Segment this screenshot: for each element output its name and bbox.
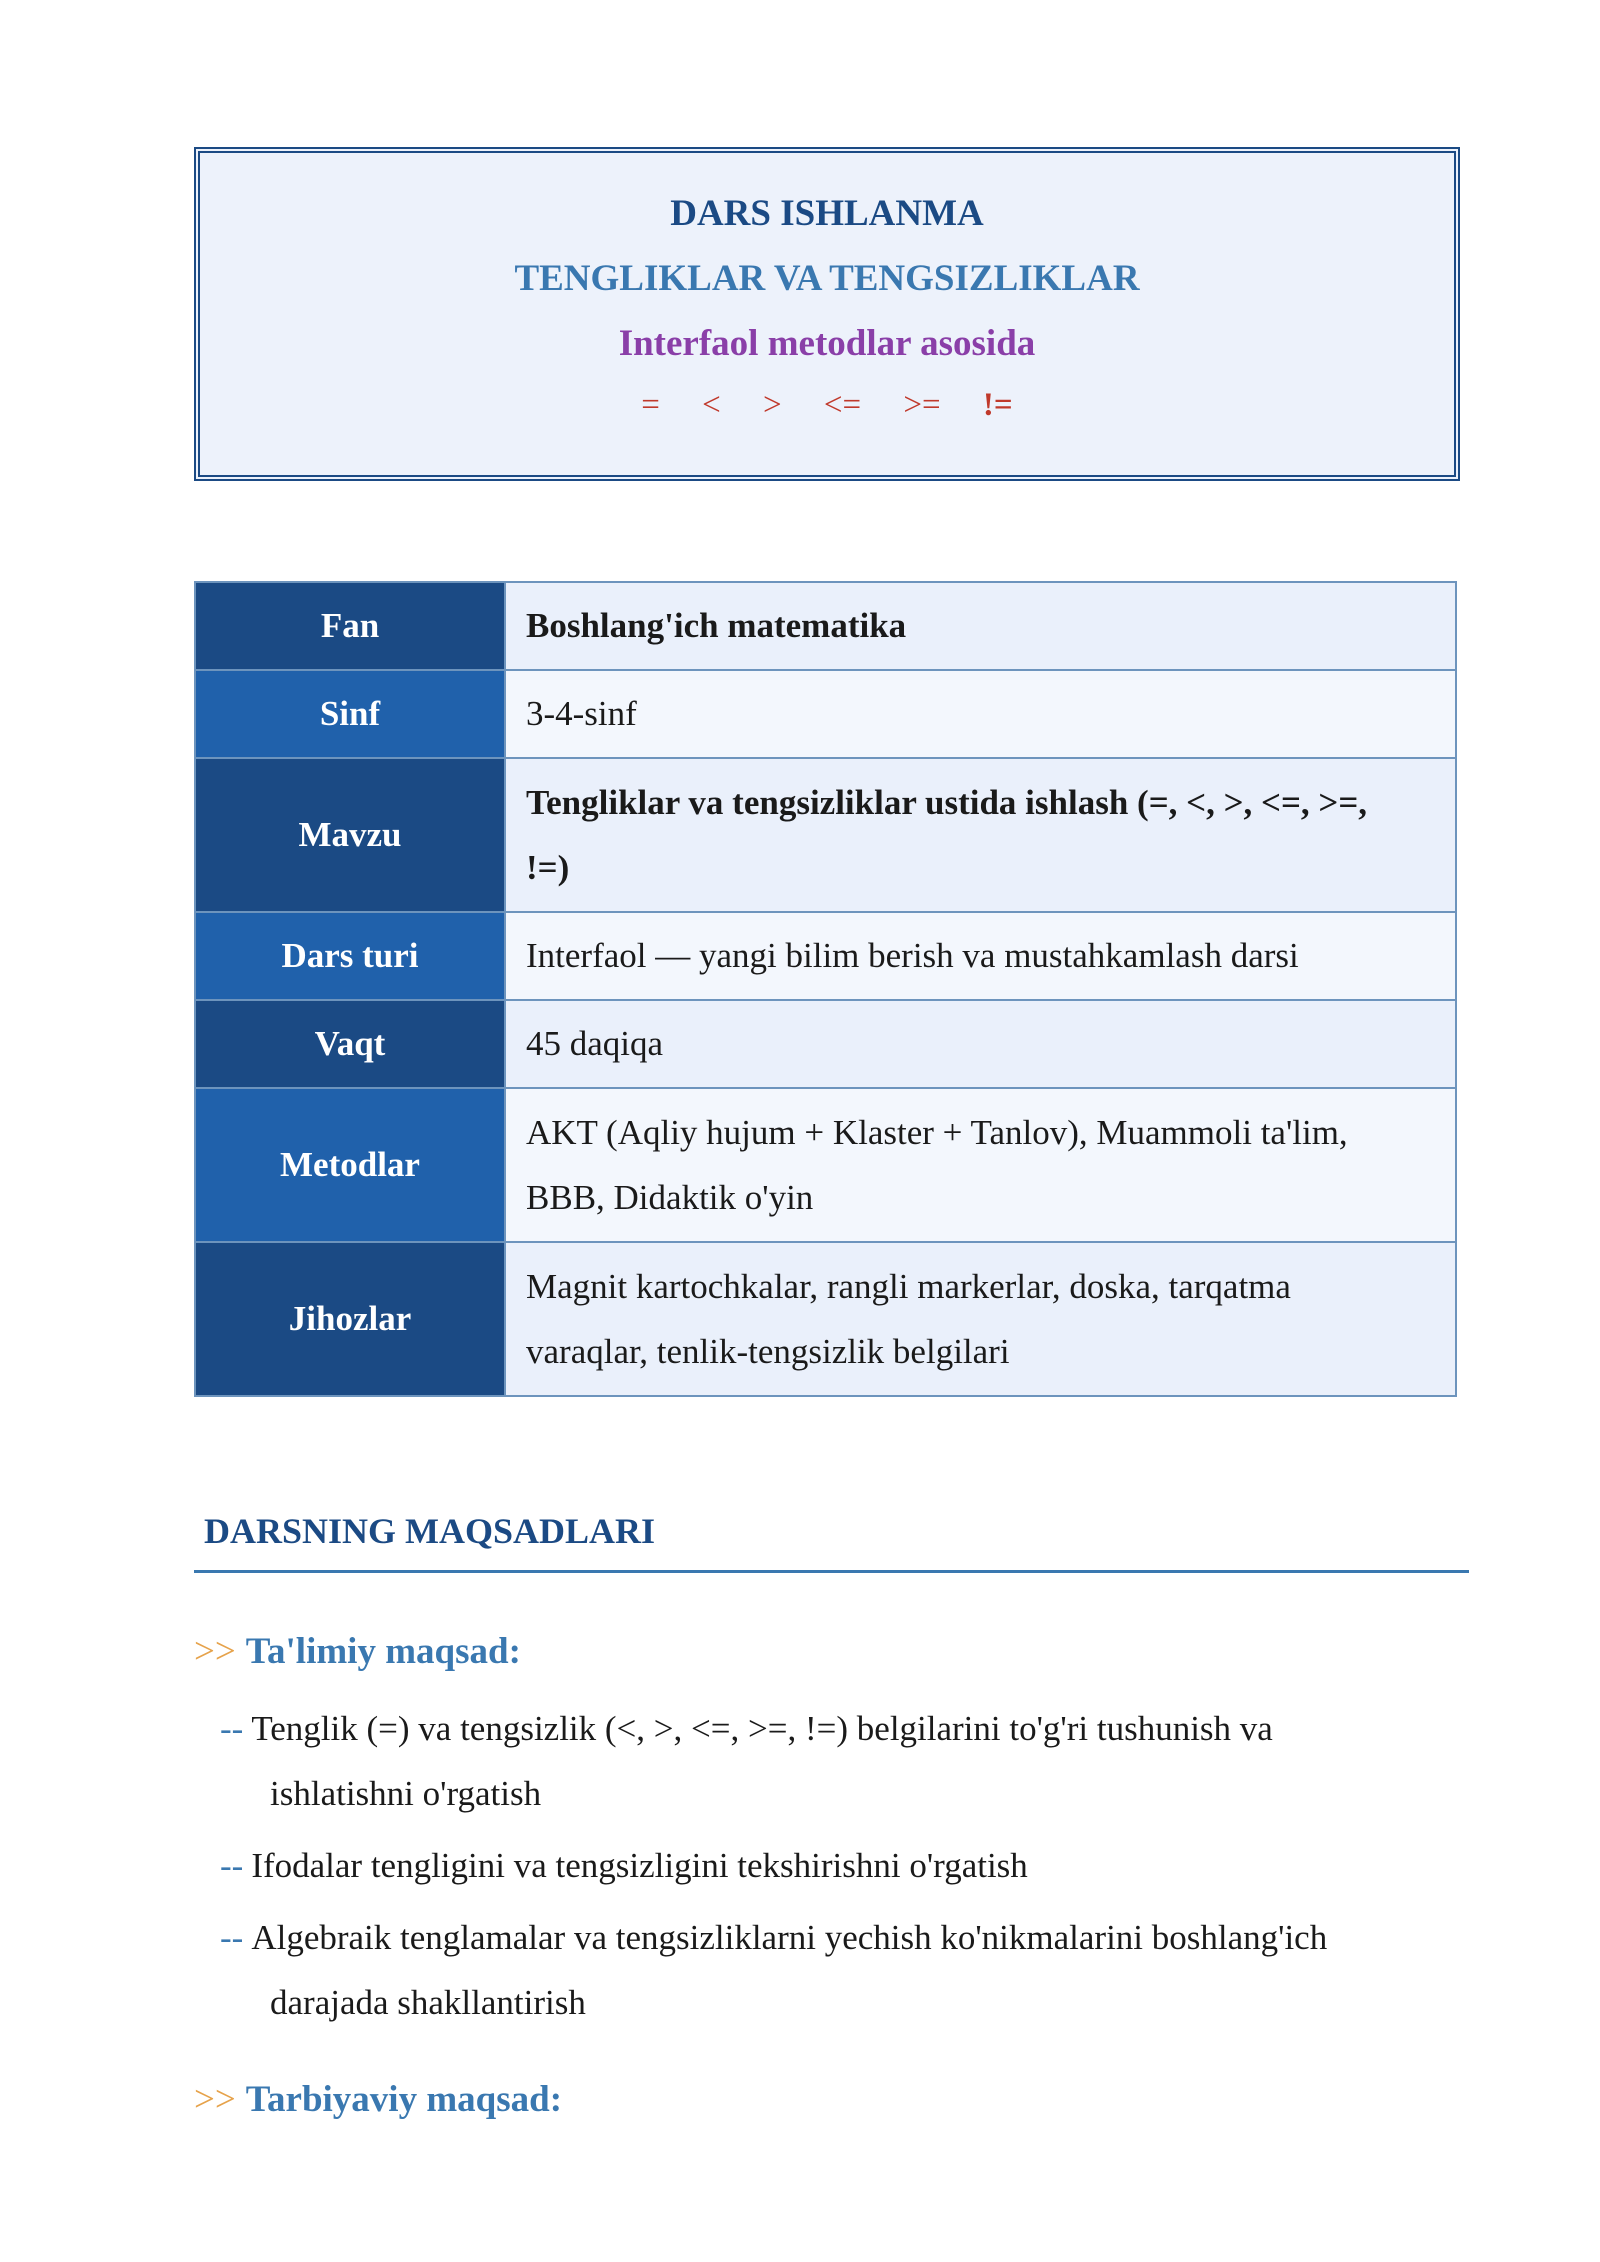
- row-value-methods: [505, 1088, 1456, 1242]
- equipment-line-1: Magnit kartochkalar, rangli markerlar, doska, tarqatma: [526, 1267, 1291, 1306]
- operator-ne: !=: [982, 387, 1013, 423]
- row-key-lesson-type: Dars turi: [195, 912, 505, 1000]
- table-row: [195, 1088, 1456, 1242]
- doc-title: DARS ISHLANMA: [670, 193, 984, 234]
- row-key-equipment: Jihozlar: [195, 1242, 505, 1396]
- table-row: [195, 758, 1456, 912]
- dash-marker: --: [220, 1918, 244, 1957]
- list-item: [220, 1696, 1450, 1826]
- title-box: [194, 147, 1460, 481]
- educational-goal-text: Ta'limiy maqsad:: [245, 1631, 521, 1672]
- goal-item-1-line-1: Tenglik (=) va tengsizlik (<, >, <=, >=, !=) belgilarini to'g'ri tushunish va: [251, 1709, 1273, 1748]
- arrow-marker: >>: [194, 2079, 236, 2120]
- methods-line-1: AKT (Aqliy hujum + Klaster + Tanlov), Muammoli ta'lim,: [526, 1113, 1348, 1152]
- operator-le: <=: [823, 387, 862, 423]
- row-key-time: Vaqt: [195, 1000, 505, 1088]
- row-key-methods: Metodlar: [195, 1088, 505, 1242]
- goal-item-2-line-1: Ifodalar tengligini va tengsizligini tekshirishni o'rgatish: [251, 1846, 1028, 1885]
- doc-tagline: Interfaol metodlar asosida: [618, 323, 1036, 364]
- goal-item-1-line-2: ishlatishni o'rgatish: [270, 1774, 542, 1813]
- table-row: [195, 582, 1456, 670]
- operator-ge: >=: [903, 387, 941, 423]
- operator-row: [200, 387, 1454, 424]
- arrow-marker: >>: [194, 1631, 236, 1672]
- list-item: [220, 1905, 1450, 2035]
- lesson-info-table: [194, 581, 1457, 1397]
- table-row: [195, 1242, 1456, 1396]
- table-row: [195, 912, 1456, 1000]
- operator-lt: <: [702, 387, 721, 423]
- row-key-grade: Sinf: [195, 670, 505, 758]
- operator-eq: =: [641, 387, 660, 423]
- goals-heading: DARSNING MAQSADLARI: [194, 1510, 1469, 1573]
- dash-marker: --: [220, 1846, 244, 1885]
- row-value-subject: Boshlang'ich matematika: [505, 582, 1456, 670]
- row-value-topic: [505, 758, 1456, 912]
- upbringing-goal-text: Tarbiyaviy maqsad:: [245, 2079, 563, 2120]
- row-value-equipment: [505, 1242, 1456, 1396]
- row-key-subject: Fan: [195, 582, 505, 670]
- row-value-time: 45 daqiqa: [505, 1000, 1456, 1088]
- table-row: [195, 1000, 1456, 1088]
- methods-line-2: BBB, Didaktik o'yin: [526, 1178, 814, 1217]
- operator-gt: >: [763, 387, 782, 423]
- educational-goal-label: [194, 1630, 521, 1673]
- row-value-grade: 3-4-sinf: [505, 670, 1456, 758]
- row-key-topic: Mavzu: [195, 758, 505, 912]
- goal-item-3-line-2: darajada shakllantirish: [270, 1983, 586, 2022]
- goal-item-3-line-1: Algebraik tenglamalar va tengsizliklarni yechish ko'nikmalarini boshlang'ich: [251, 1918, 1328, 1957]
- equipment-line-2: varaqlar, tenlik-tengsizlik belgilari: [526, 1332, 1010, 1371]
- topic-line-1: Tengliklar va tengsizliklar ustida ishlash (=, <, >, <=, >=,: [526, 783, 1368, 822]
- row-value-lesson-type: Interfaol — yangi bilim berish va mustahkamlash darsi: [505, 912, 1456, 1000]
- doc-subtitle: TENGLIKLAR VA TENGSIZLIKLAR: [514, 258, 1140, 299]
- list-item: [220, 1833, 1450, 1898]
- table-row: [195, 670, 1456, 758]
- topic-line-2: !=): [526, 848, 570, 887]
- upbringing-goal-label: [194, 2078, 562, 2121]
- dash-marker: --: [220, 1709, 244, 1748]
